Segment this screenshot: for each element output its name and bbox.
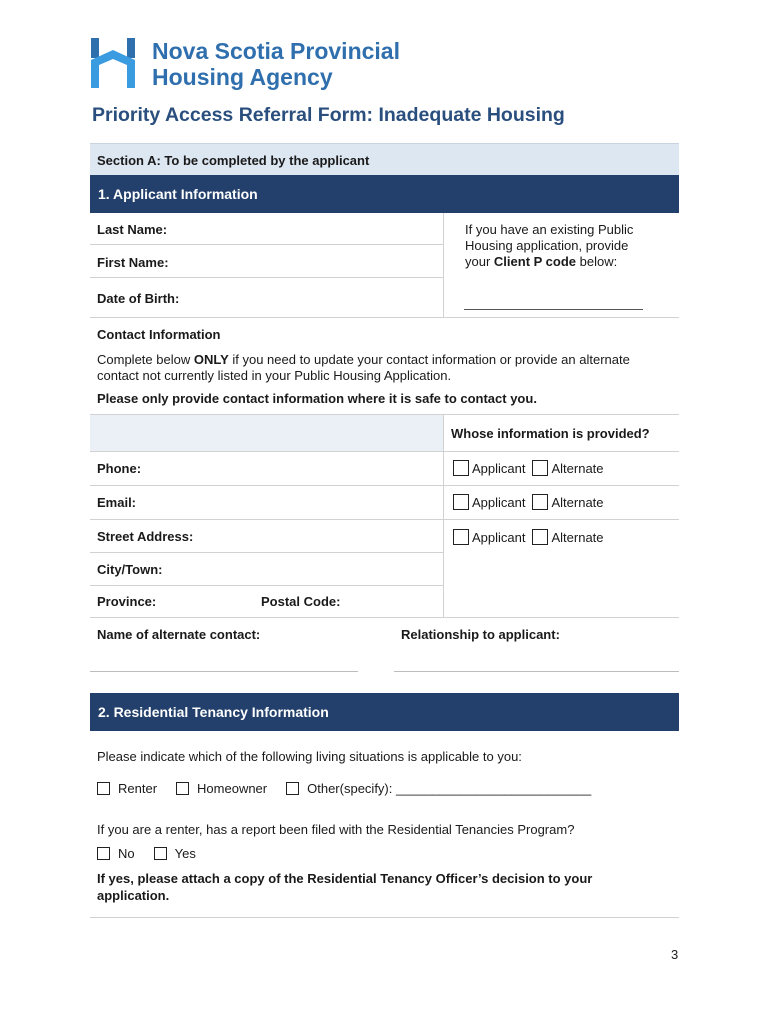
living-situation-options (97, 781, 591, 796)
contact-info-heading: Contact Information (97, 327, 221, 342)
safe-contact-note: Please only provide contact information where it is safe to contact you. (97, 391, 537, 406)
contact-desc-line-2: contact not currently listed in your Public Housing Application. (97, 368, 452, 383)
homeowner-label: Homeowner (197, 781, 268, 796)
relationship-label: Relationship to applicant: (401, 627, 560, 642)
page-number: 3 (671, 947, 679, 962)
alternate-contact-label: Name of alternate contact: (97, 627, 261, 642)
client-p-code-field[interactable] (464, 309, 643, 310)
homeowner-checkbox[interactable] (176, 782, 189, 795)
other-checkbox[interactable] (286, 782, 299, 795)
agency-logo-text (152, 38, 400, 90)
no-checkbox[interactable] (97, 847, 110, 860)
phone-alternate-checkbox[interactable] (532, 460, 548, 476)
email-applicant-checkbox[interactable] (453, 494, 469, 510)
city-town-label: City/Town: (97, 562, 163, 577)
alternate-contact-field[interactable] (90, 671, 358, 672)
yes-label: Yes (174, 846, 196, 861)
address-alternate-checkbox[interactable] (532, 529, 548, 545)
client-p-post: below: (576, 254, 618, 269)
section-divider (90, 317, 679, 318)
email-alternate-label: Alternate (551, 494, 604, 510)
client-p-pre: your (465, 254, 494, 269)
row-divider (90, 617, 679, 618)
contact-desc-bold: ONLY (193, 352, 229, 367)
postal-code-label: Postal Code: (261, 594, 341, 609)
row-divider (90, 519, 679, 520)
first-name-label: First Name: (97, 255, 169, 270)
address-applicant-checkbox[interactable] (453, 529, 469, 545)
phone-label: Phone: (97, 461, 142, 476)
dob-label: Date of Birth: (97, 291, 180, 306)
phone-alternate-label: Alternate (551, 460, 604, 476)
phone-applicant-checkbox[interactable] (453, 460, 469, 476)
contact-table-header-blank (90, 414, 443, 451)
contact-description (97, 352, 630, 384)
contact-desc-post: if you need to update your contact information or provide an alternate (228, 352, 630, 367)
renter-checkbox[interactable] (97, 782, 110, 795)
attach-note-line-1: If yes, please attach a copy of the Residential Tenancy Officer’s decision to your (97, 871, 593, 886)
row-divider (90, 244, 443, 245)
address-applicant-label: Applicant (472, 529, 526, 545)
row-divider (90, 277, 443, 278)
client-p-instructions (465, 222, 633, 270)
agency-logo-icon (91, 38, 135, 88)
applicant-info-heading: 1. Applicant Information (90, 175, 679, 213)
logo-line-1: Nova Scotia Provincial (152, 38, 400, 64)
row-divider (90, 552, 443, 553)
other-label: Other(specify): ___________________________ (307, 781, 592, 796)
attach-decision-note (97, 870, 592, 904)
address-alternate-label: Alternate (551, 529, 604, 545)
row-divider (90, 451, 679, 452)
last-name-label: Last Name: (97, 222, 168, 237)
contact-desc-pre: Complete below (97, 352, 194, 367)
relationship-field[interactable] (394, 671, 679, 672)
client-p-line-1: If you have an existing Public (465, 222, 634, 237)
no-label: No (118, 846, 135, 861)
row-divider (90, 485, 679, 486)
row-divider (90, 585, 443, 586)
renter-label: Renter (118, 781, 158, 796)
email-owner-options (453, 494, 604, 510)
section-a-banner: Section A: To be completed by the applicant (90, 143, 679, 175)
column-divider (443, 213, 444, 317)
client-p-line-2: Housing application, provide (465, 238, 629, 253)
phone-applicant-label: Applicant (472, 460, 526, 476)
column-divider (443, 414, 444, 617)
form-title: Priority Access Referral Form: Inadequate Housing (92, 104, 565, 126)
contact-desc-line-1 (97, 352, 630, 368)
phone-owner-options (453, 460, 604, 476)
province-label: Province: (97, 594, 157, 609)
logo-line-2: Housing Agency (152, 64, 333, 90)
row-divider (90, 414, 679, 415)
report-filed-options (97, 846, 196, 861)
attach-note-line-2: application. (97, 888, 170, 903)
section-bottom-divider (90, 917, 679, 918)
living-situation-question: Please indicate which of the following living situations is applicable to you: (97, 749, 522, 764)
whose-info-header: Whose information is provided? (451, 426, 650, 441)
report-filed-question: If you are a renter, has a report been filed with the Residential Tenancies Program? (97, 822, 575, 837)
tenancy-info-heading: 2. Residential Tenancy Information (90, 693, 679, 731)
email-alternate-checkbox[interactable] (532, 494, 548, 510)
email-applicant-label: Applicant (472, 494, 526, 510)
email-label: Email: (97, 495, 137, 510)
address-owner-options (453, 529, 604, 545)
street-address-label: Street Address: (97, 529, 194, 544)
client-p-bold: Client P code (493, 254, 577, 269)
yes-checkbox[interactable] (154, 847, 167, 860)
client-p-line-3 (465, 254, 633, 270)
